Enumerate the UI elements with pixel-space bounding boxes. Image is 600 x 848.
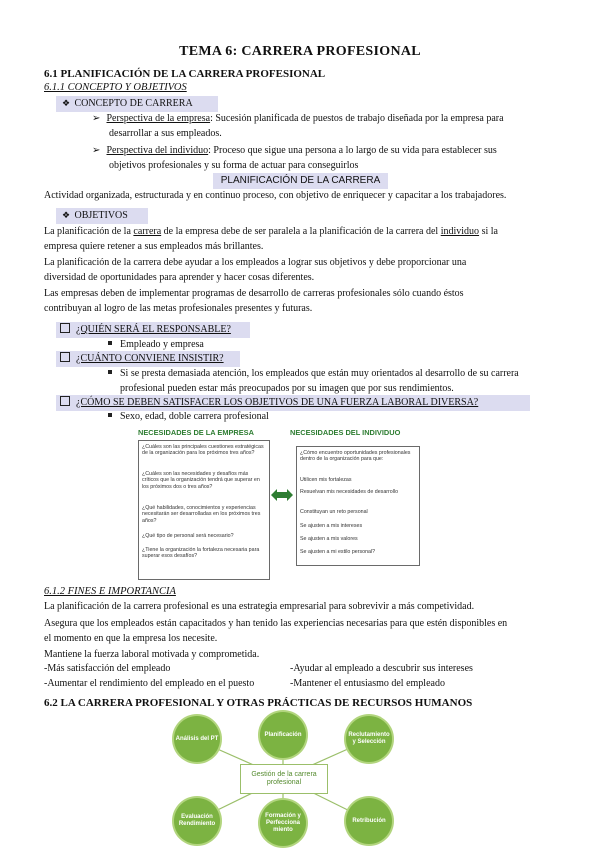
empresa-needs-heading: NECESIDADES DE LA EMPRESA bbox=[138, 428, 254, 437]
fines-item-intereses: -Ayudar al empleado a descubrir sus intereses bbox=[290, 663, 473, 674]
objetivos-line-5: Las empresas deben de implementar programas de desarrollo de carreras profesionales sólo cuando éstos bbox=[44, 288, 464, 299]
double-arrow-icon bbox=[271, 488, 293, 502]
objetivos-line-1 bbox=[44, 224, 564, 240]
perspectiva-individuo-label: Perspectiva del individuo bbox=[106, 145, 209, 156]
fines-item-entusiasmo: -Mantener el entusiasmo del empleado bbox=[290, 678, 445, 689]
individuo-need-item: ¿Cómo encuentro oportunidades profesionales dentro de la organización para que: bbox=[300, 450, 411, 463]
square-bullet-icon bbox=[108, 413, 112, 417]
planificacion-definicion: Actividad organizada, estructurada y en continuo proceso, con objetivo de enriquecer y capacitar a los trabajadores. bbox=[44, 190, 507, 201]
objetivos-line-2: empresa quiere retener a sus empleados más brillantes. bbox=[44, 241, 264, 252]
evaluacion-node: Evaluación Rendimiento bbox=[174, 798, 220, 844]
retribucion-node: Retribución bbox=[346, 798, 392, 844]
section-6-2-heading: 6.2 LA CARRERA PROFESIONAL Y OTRAS PRÁCTICAS DE RECURSOS HUMANOS bbox=[44, 697, 473, 709]
gestion-carrera-node: Gestión de la carrera profesional bbox=[240, 764, 328, 794]
answer-diversa-text: Sexo, edad, doble carrera profesional bbox=[120, 411, 269, 422]
objetivos-line-4: diversidad de oportunidades para aprender y hacer cosas diferentes. bbox=[44, 272, 315, 283]
fines-item-satisfaccion: -Más satisfacción del empleado bbox=[44, 663, 171, 674]
needs-diagram bbox=[138, 428, 434, 580]
answer-responsable-text: Empleado y empresa bbox=[120, 339, 204, 350]
answer-insistir-text-2: profesional pueden estar más preocupados por su imagen que por sus rendimientos. bbox=[120, 383, 454, 394]
individuo-need-item: Resuelvan mis necesidades de desarrollo bbox=[300, 489, 399, 495]
individuo-need-item: Constituyan un reto personal bbox=[300, 509, 368, 515]
diamond-bullet-icon: ❖ bbox=[62, 210, 71, 220]
fines-line-1: La planificación de la carrera profesional es una estrategia empresarial para sobrevivir a más competividad. bbox=[44, 601, 475, 612]
reclutamiento-node: Reclutamiento y Selección bbox=[346, 716, 392, 762]
arrow-bullet-icon: ➢ bbox=[92, 113, 101, 124]
planificacion-node: Planificación bbox=[260, 712, 306, 758]
hr-practices-diagram bbox=[168, 710, 398, 848]
square-bullet-icon bbox=[108, 370, 112, 374]
section-6-1-heading: 6.1 PLANIFICACIÓN DE LA CARRERA PROFESIONAL bbox=[44, 68, 326, 80]
empresa-needs-box bbox=[138, 440, 270, 580]
answer-insistir-text: Si se presta demasiada atención, los empleados que están muy orientados al desarrollo de su carrera bbox=[120, 368, 519, 379]
individuo-underlined: individuo bbox=[440, 226, 480, 237]
individuo-need-item: Utilicen mis fortalezas bbox=[300, 477, 352, 483]
diamond-bullet-icon: ❖ bbox=[62, 98, 71, 108]
section-6-1-2-heading: 6.1.2 FINES E IMPORTANCIA bbox=[44, 586, 176, 597]
carrera-underlined: carrera bbox=[133, 226, 162, 237]
objetivos-label: OBJETIVOS bbox=[74, 210, 128, 221]
question-insistir-label: ¿CUÁNTO CONVIENE INSISTIR? bbox=[76, 353, 224, 364]
planificacion-heading: PLANIFICACIÓN DE LA CARRERA bbox=[213, 173, 388, 189]
formacion-node: Formación y Perfecciona miento bbox=[260, 800, 306, 846]
empresa-need-item: ¿Qué habilidades, conocimientos y experiencias necesitarán ser desarrolladas en los próximos tres años? bbox=[142, 505, 261, 524]
fines-item-rendimiento: -Aumentar el rendimiento del empleado en el puesto bbox=[44, 678, 255, 689]
objetivos-heading bbox=[56, 208, 148, 224]
perspectiva-individuo bbox=[92, 143, 562, 159]
empresa-need-item: ¿Cuáles son las principales cuestiones estratégicas de la organización para los próximos tres años? bbox=[142, 444, 264, 457]
individuo-needs-box bbox=[296, 446, 420, 566]
answer-insistir bbox=[108, 366, 568, 382]
perspectiva-individuo-text-2: objetivos profesionales y su forma de actuar para conseguirlos bbox=[109, 160, 359, 171]
individuo-need-item: Se ajusten a mis intereses bbox=[300, 523, 363, 529]
analisis-pt-node: Análisis del PT bbox=[174, 716, 220, 762]
fines-line-4: Mantiene la fuerza laboral motivada y comprometida. bbox=[44, 649, 260, 660]
objetivos-line-3: La planificación de la carrera debe ayudar a los empleados a lograr sus objetivos y debe proporcionar una bbox=[44, 257, 467, 268]
objetivos-text: La planificación de la bbox=[44, 226, 134, 237]
question-responsable bbox=[56, 322, 250, 338]
answer-diversa bbox=[108, 409, 269, 425]
perspectiva-empresa-text: : Sucesión planificada de puestos de trabajo diseñada por la empresa para bbox=[210, 113, 504, 124]
checkbox-icon bbox=[60, 396, 70, 406]
individuo-need-item: Se ajusten a mi estilo personal? bbox=[300, 549, 376, 555]
section-6-1-1-heading: 6.1.1 CONCEPTO Y OBJETIVOS bbox=[44, 82, 187, 93]
perspectiva-empresa-text-2: desarrollar a sus empleados. bbox=[109, 128, 222, 139]
individuo-need-item: Se ajusten a mis valores bbox=[300, 536, 358, 542]
objetivos-text: de la empresa debe de ser paralela a la planificación de la carrera del bbox=[161, 226, 441, 237]
objetivos-line-6: contribuyan al logro de las metas profesionales presentes y futuras. bbox=[44, 303, 313, 314]
page-title: TEMA 6: CARRERA PROFESIONAL bbox=[179, 44, 421, 59]
objetivos-text: si la bbox=[479, 226, 498, 237]
perspectiva-empresa-label: Perspectiva de la empresa bbox=[106, 113, 211, 124]
perspectiva-individuo-text: : Proceso que sigue una persona a lo largo de su vida para establecer sus bbox=[208, 145, 497, 156]
question-diversa-label: ¿CÓMO SE DEBEN SATISFACER LOS OBJETIVOS DE UNA FUERZA LABORAL DIVERSA? bbox=[76, 397, 479, 408]
concepto-heading bbox=[56, 96, 218, 112]
empresa-need-item: ¿Tiene la organización la fortaleza necesaria para superar esos desafíos? bbox=[142, 547, 260, 560]
individuo-needs-heading: NECESIDADES DEL INDIVIDUO bbox=[290, 428, 401, 437]
question-responsable-label: ¿QUIÉN SERÁ EL RESPONSABLE? bbox=[76, 324, 231, 335]
checkbox-icon bbox=[60, 352, 70, 362]
perspectiva-empresa bbox=[92, 111, 562, 127]
question-insistir bbox=[56, 351, 240, 367]
empresa-need-item: ¿Cuáles son las necesidades y desafíos más críticos que la organización tendrá que superar en los próximos dos o tres años? bbox=[142, 471, 260, 490]
arrow-bullet-icon: ➢ bbox=[92, 145, 101, 156]
fines-line-2: Asegura que los empleados están capacitados y han tenido las experiencias necesarias para que estén disponibles en bbox=[44, 618, 508, 629]
checkbox-icon bbox=[60, 323, 70, 333]
square-bullet-icon bbox=[108, 341, 112, 345]
concepto-label: CONCEPTO DE CARRERA bbox=[74, 98, 193, 109]
fines-line-3: el momento en que la empresa los necesite. bbox=[44, 633, 218, 644]
empresa-need-item: ¿Qué tipo de personal será necesario? bbox=[142, 533, 234, 539]
